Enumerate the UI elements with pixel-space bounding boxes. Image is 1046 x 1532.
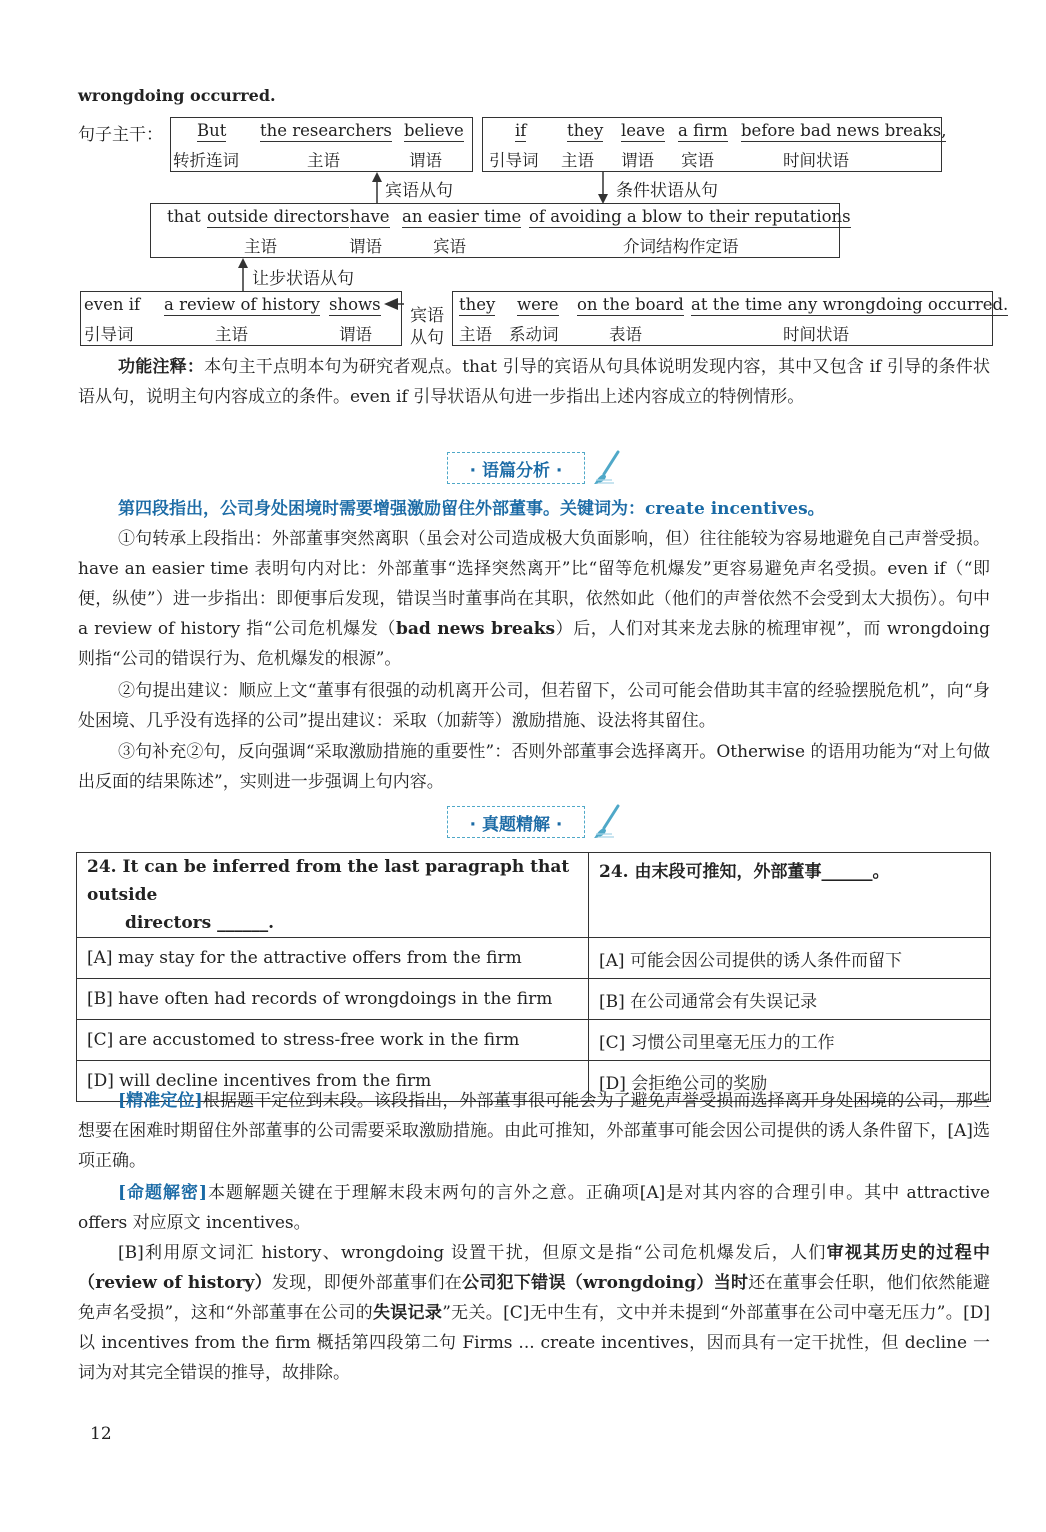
diagram-box-inner-object xyxy=(452,291,1009,346)
text: 失误记录 xyxy=(372,1303,443,1323)
analysis-paragraph-1 xyxy=(78,524,990,674)
word: believe xyxy=(404,121,464,140)
arrow-up-icon xyxy=(236,258,250,292)
explain-locate xyxy=(78,1086,990,1176)
role: 宾语 xyxy=(433,237,466,256)
diagram-box-concession xyxy=(80,291,402,346)
role: 系动词 xyxy=(509,325,559,344)
function-note-label: 功能注释： xyxy=(118,357,205,377)
question-stem-en xyxy=(77,853,589,938)
option-en: [B] have often had records of wrongdoings in the firm xyxy=(77,979,589,1020)
section-title-solution xyxy=(447,806,585,838)
option-zh: [A] 可能会因公司提供的诱人条件而留下 xyxy=(589,938,991,979)
text: ①句转承上段指出：外部董事突然离职（虽会对公司造成极大负面影响，但）往往能较为容易地避免自己声誉受损。have an easier time 表明句内对比：外部董事“选择突然离开”比“留等危机爆发”更容易避免声名受损。even if（“即便，纵使”）进一步指出：即便事后发现，错误当时董事尚在其职，依然如此（他们的声誉依然不会受到太大损伤）。句中 a review of history 指“公司危机爆发（ xyxy=(78,529,990,639)
role: 引导词 xyxy=(489,151,539,170)
word: of avoiding a blow to their reputations xyxy=(529,207,851,226)
role: 主语 xyxy=(244,237,277,256)
word: outside directors xyxy=(207,207,350,226)
function-note-text: 本句主干点明本句为研究者观点。that 引导的宾语从句具体说明发现内容，其中又包含 if 引导的条件状语从句，说明主句内容成立的条件。even if 引导状语从句进一步指出上述内容成立的特例情形。 xyxy=(78,357,991,407)
explain-decode xyxy=(78,1178,990,1238)
word: before bad news breaks, xyxy=(741,121,947,140)
tag-decode: [命题解密] xyxy=(118,1183,208,1203)
word: an easier time xyxy=(402,207,522,226)
stem-line: directors ______. xyxy=(125,913,275,933)
role: 引导词 xyxy=(84,325,134,344)
word: on the board xyxy=(577,295,684,314)
option-en: [D] will decline incentives from the firm xyxy=(77,1061,589,1102)
word: they xyxy=(567,121,604,140)
question-stem-zh: 24. 由末段可推知，外部董事______。 xyxy=(589,853,991,938)
text: [B]利用原文词汇 history、wrongdoing 设置干扰，但原文是指“公司危机爆发后，人们 xyxy=(118,1243,827,1263)
stem-line: 24. It can be inferred from the last paragraph that outside xyxy=(87,857,570,905)
option-zh: [D] 会拒绝公司的奖励 xyxy=(589,1061,991,1102)
question-table xyxy=(76,852,991,1102)
role: 谓语 xyxy=(409,151,442,170)
text: 根据题干定位到末段。该段指出，外部董事很可能会为了避免声誉受损而选择离开身处困境的公司，那些想要在困难时期留住外部董事的公司需要采取激励措施。由此可推知，外部董事可能会因公司提供的诱人条件留下，[A]选项正确。 xyxy=(78,1091,990,1171)
option-zh: [B] 在公司通常会有失误记录 xyxy=(589,979,991,1020)
role: 谓语 xyxy=(339,325,372,344)
role: 主语 xyxy=(459,325,492,344)
role: 介词结构作定语 xyxy=(623,237,739,256)
diagram-box-condition xyxy=(482,117,947,172)
analysis-paragraph-3: ③句补充②句，反向强调“采取激励措施的重要性”：否则外部董事会选择离开。Otherwise 的语用功能为“对上句做出反面的结果陈述”，实则进一步强调上句内容。 xyxy=(78,742,990,792)
section-title-analysis xyxy=(447,452,585,484)
analysis-heading: 第四段指出，公司身处困境时需要增强激励留住外部董事。关键词为：create incentives。 xyxy=(118,499,825,519)
text: bad news breaks xyxy=(395,619,556,639)
word: have xyxy=(350,207,390,226)
word: were xyxy=(517,295,559,314)
text: 公司犯下错误（wrongdoing）当时 xyxy=(462,1273,749,1293)
condition-clause-label: 条件状语从句 xyxy=(616,181,718,201)
arrow-down-icon xyxy=(596,172,610,204)
role: 谓语 xyxy=(349,237,382,256)
function-note xyxy=(78,352,990,412)
role: 转折连词 xyxy=(173,151,239,170)
role: 宾语 xyxy=(681,151,714,170)
word: a review of history xyxy=(164,295,320,314)
object-clause-side-label: 宾语从句 xyxy=(410,306,444,348)
diagram-box-main xyxy=(170,117,473,172)
word: a firm xyxy=(678,121,728,140)
role: 谓语 xyxy=(621,151,654,170)
word: that xyxy=(167,207,201,226)
concession-clause-label: 让步状语从句 xyxy=(252,269,354,289)
word: they xyxy=(459,295,496,314)
page-number: 12 xyxy=(90,1424,112,1444)
role: 表语 xyxy=(609,325,642,344)
brush-icon xyxy=(592,804,622,840)
option-zh: [C] 习惯公司里毫无压力的工作 xyxy=(589,1020,991,1061)
diagram-box-object-clause xyxy=(150,203,851,258)
word: But xyxy=(197,121,227,140)
explain-distractors xyxy=(78,1238,990,1388)
option-en: [C] are accustomed to stress-free work in the firm xyxy=(77,1020,589,1061)
text: 本题解题关键在于理解末段末两句的言外之意。正确项[A]是对其内容的合理引申。其中 attractive offers 对应原文 incentives。 xyxy=(78,1183,990,1233)
tag-locate: [精准定位] xyxy=(118,1091,203,1111)
word: shows xyxy=(329,295,381,314)
option-en: [A] may stay for the attractive offers from the firm xyxy=(77,938,589,979)
arrow-up-icon xyxy=(370,172,384,204)
role: 主语 xyxy=(215,325,248,344)
text: 还在董事会任职，他们依然能避免声名受损”，这和“外部董事在公司的 xyxy=(78,1273,990,1323)
role: 时间状语 xyxy=(783,325,849,344)
role: 时间状语 xyxy=(783,151,849,170)
role: 主语 xyxy=(561,151,594,170)
word: the researchers xyxy=(260,121,392,140)
text: ”无关。[C]无中生有，文中并未提到“外部董事在公司中毫无压力”。[D]以 incentives from the firm 概括第四段第二句 Firms ... create incentives，因而具有一定干扰性，但 decline 一词为对其完全错误的推导，故排除。 xyxy=(78,1303,990,1383)
word: at the time any wrongdoing occurred. xyxy=(691,295,1009,314)
text: 审视其历史的过程中（review of history） xyxy=(78,1243,990,1293)
text: ）后，人们对其来龙去脉的梳理审视”，而 wrongdoing 则指“公司的错误行为、危机爆发的根源”。 xyxy=(78,619,991,669)
object-clause-label: 宾语从句 xyxy=(385,181,453,201)
analysis-paragraph-2: ②句提出建议：顺应上文“董事有很强的动机离开公司，但若留下，公司可能会借助其丰富的经验摆脱危机”，向“身处困境、几乎没有选择的公司”提出建议：采取（加薪等）激励措施、设法将其留住。 xyxy=(78,681,990,731)
word: leave xyxy=(621,121,665,140)
word: even if xyxy=(84,295,141,314)
top-line: wrongdoing occurred. xyxy=(78,86,276,105)
brush-icon xyxy=(592,450,622,486)
text: 发现，即便外部董事们在 xyxy=(271,1273,463,1293)
role: 主语 xyxy=(307,151,340,170)
word: if xyxy=(515,121,527,140)
section-title-text: · 语篇分析 · xyxy=(469,460,563,481)
section-title-text: · 真题精解 · xyxy=(469,814,563,835)
arrow-left-icon xyxy=(384,297,404,311)
main-clause-label: 句子主干： xyxy=(78,125,163,145)
